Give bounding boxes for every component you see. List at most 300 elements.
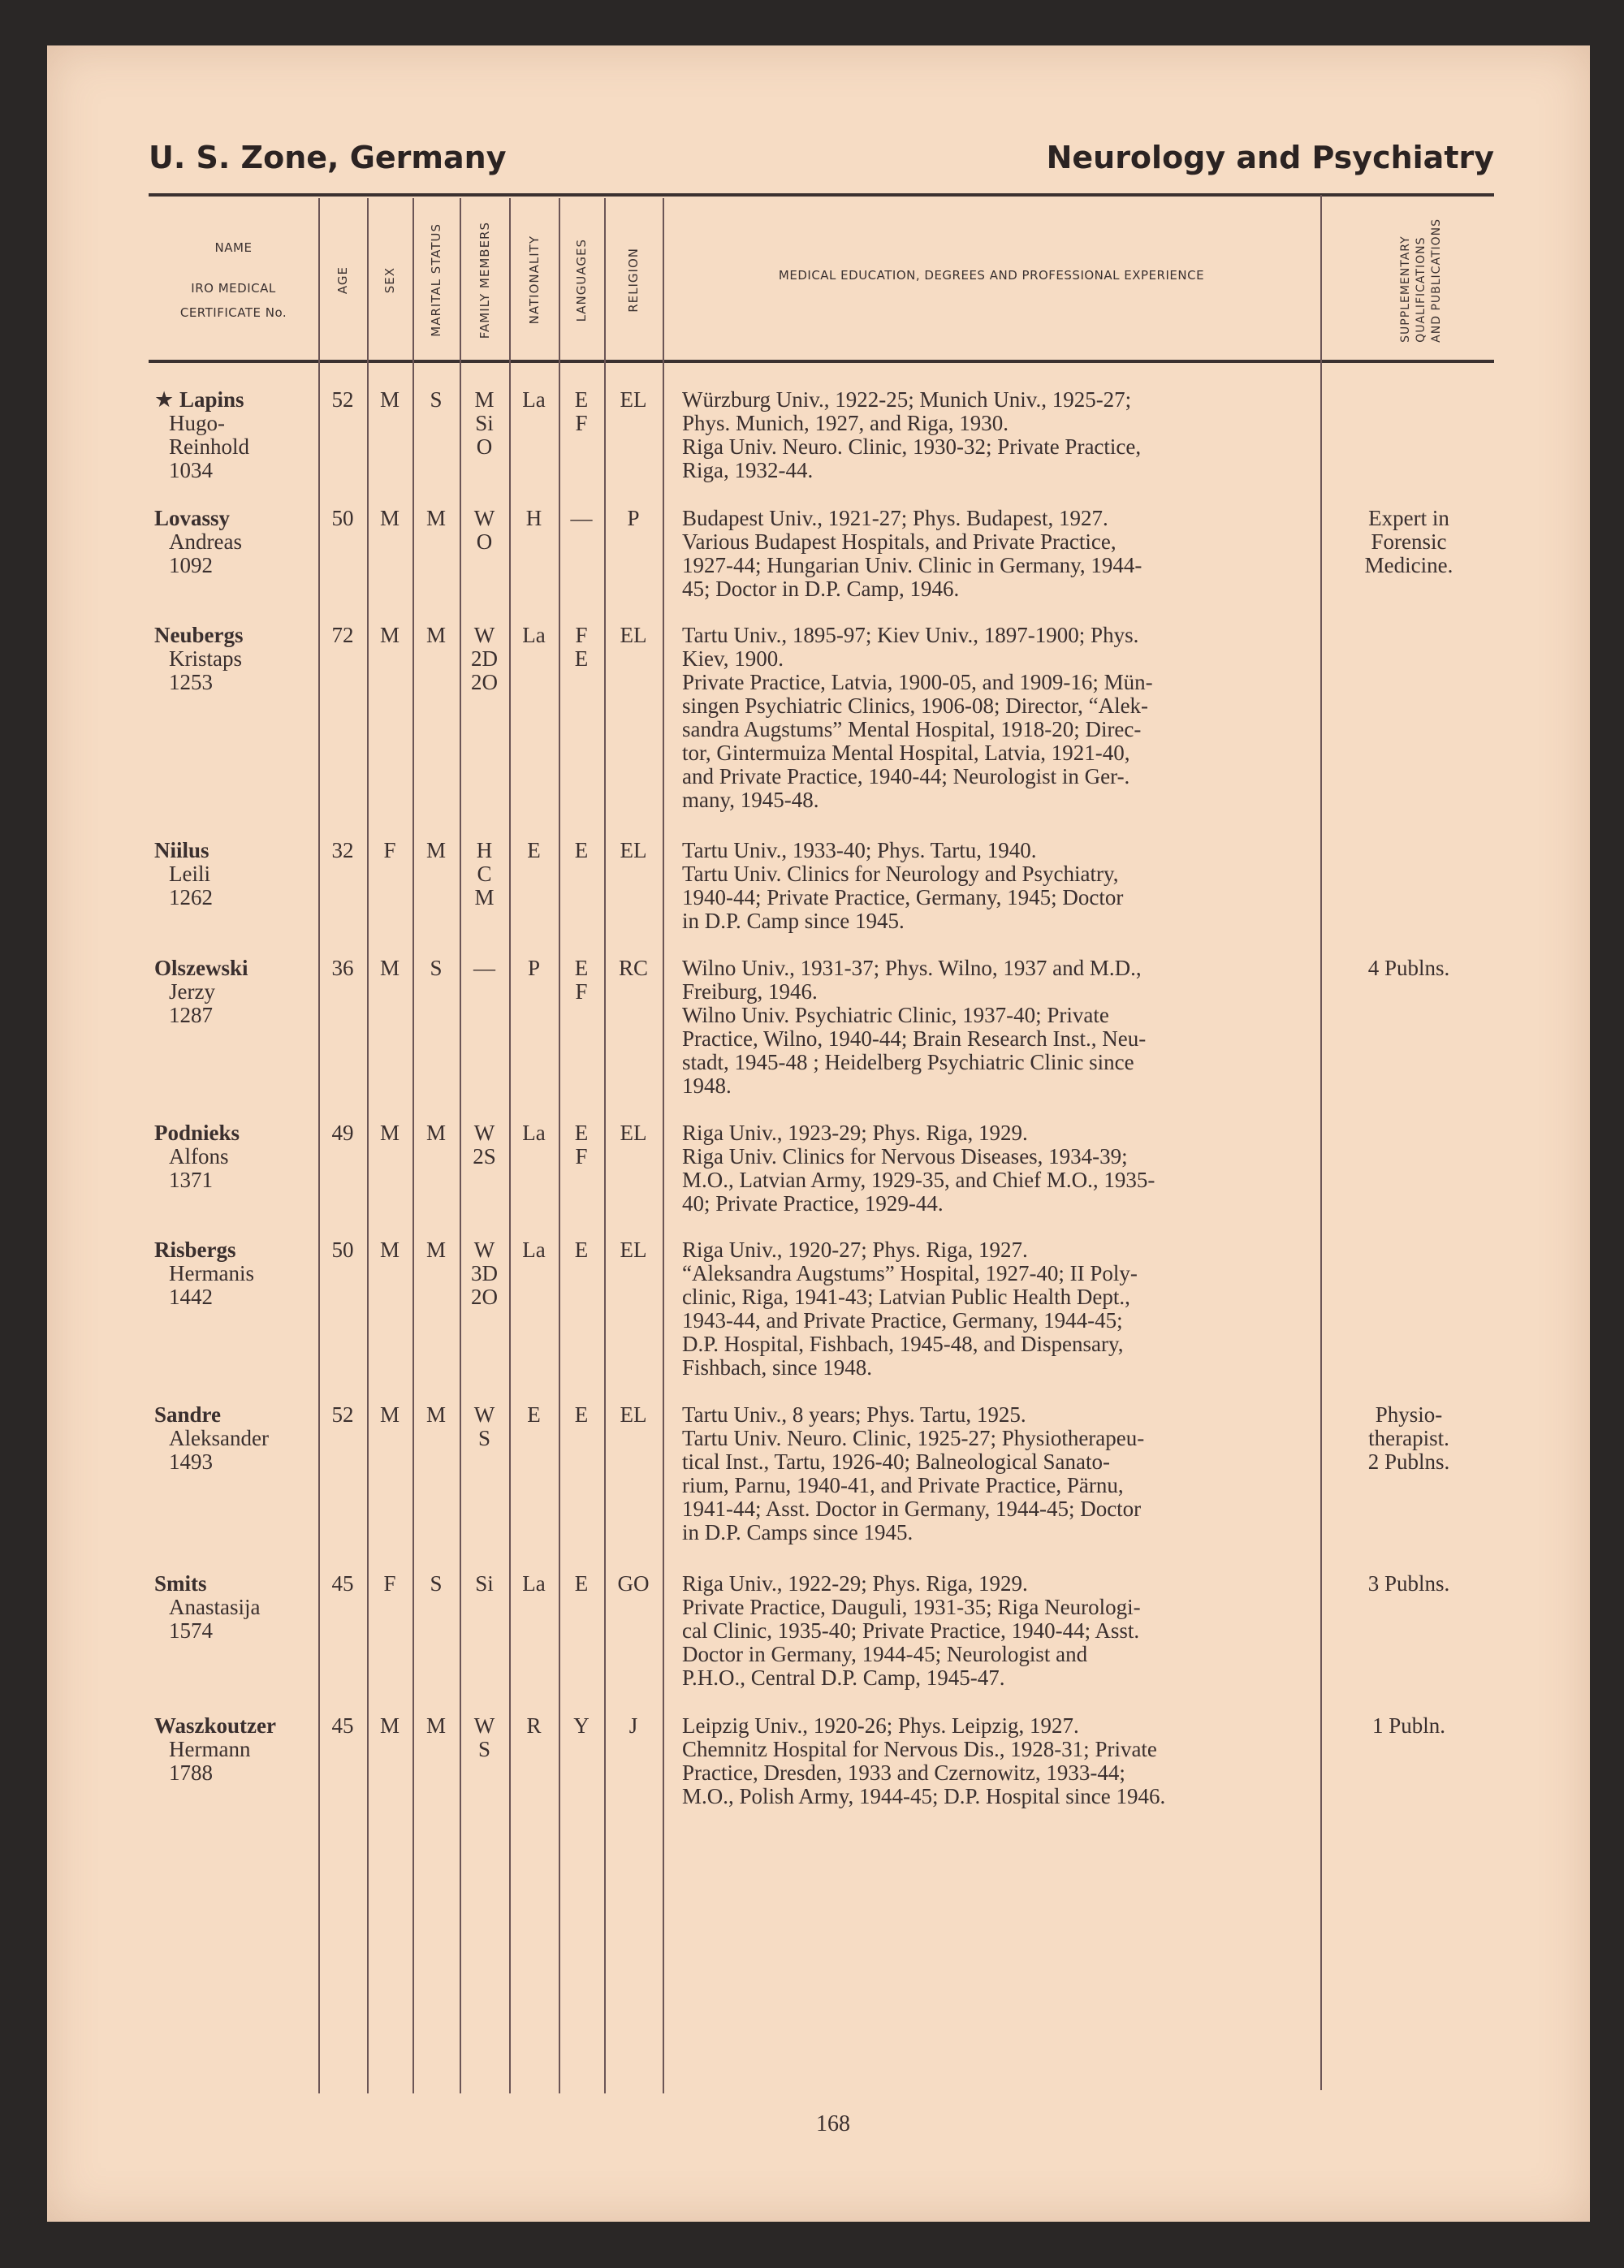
name-cell — [154, 839, 317, 909]
supplementary-cell — [1332, 507, 1486, 577]
sex-cell — [367, 507, 412, 530]
header-line: CERTIFICATE No. — [179, 305, 287, 320]
age-value: 50 — [331, 506, 354, 530]
education-line: rium, Parnu, 1940-41, and Private Practice, Pärnu, — [682, 1473, 1124, 1497]
languages-value: F — [575, 411, 588, 435]
marital-value: M — [425, 1402, 446, 1427]
languages-value: E — [574, 956, 589, 980]
family-cell — [460, 1121, 509, 1169]
nationality-value: H — [525, 506, 542, 530]
certificate-number: 1493 — [169, 1449, 213, 1474]
marital-cell — [412, 1238, 460, 1262]
languages-value: E — [574, 1238, 589, 1262]
languages-cell — [559, 1714, 604, 1738]
header-label: NATIONALITY — [526, 235, 542, 325]
education-line: Würzburg Univ., 1922-25; Munich Univ., 1925-27; — [682, 387, 1132, 412]
column-header-supplementary — [1372, 203, 1470, 357]
sex-value: M — [379, 956, 400, 980]
nationality-cell — [509, 1403, 559, 1427]
certificate-number: 1371 — [169, 1168, 213, 1192]
top-rule — [149, 193, 1494, 197]
surname: Lovassy — [154, 506, 231, 530]
name-cell — [154, 1714, 317, 1785]
age-value: 52 — [331, 387, 354, 412]
surname: Risbergs — [154, 1238, 236, 1262]
education-line: singen Psychiatric Clinics, 1906-08; Director, “Alek- — [682, 693, 1149, 718]
nationality-cell — [509, 957, 559, 980]
column-header-religion — [604, 203, 663, 357]
education-line: Freiburg, 1946. — [682, 979, 818, 1004]
header-line: IRO MEDICAL — [191, 281, 276, 296]
given-name: Leili — [169, 862, 210, 886]
languages-cell — [559, 957, 604, 1004]
family-cell — [460, 624, 509, 694]
languages-cell — [559, 1121, 604, 1169]
age-value: 49 — [331, 1121, 354, 1145]
header-line: QUALIFICATIONS — [1414, 236, 1427, 343]
sex-cell — [367, 1121, 412, 1145]
marital-value: M — [425, 1238, 446, 1262]
family-value: 3D — [471, 1261, 498, 1285]
column-divider — [318, 198, 320, 2093]
family-value: S — [477, 1737, 491, 1761]
education-line: Practice, Wilno, 1940-44; Brain Research Inst., Neu- — [682, 1026, 1147, 1051]
surname-line — [154, 957, 317, 980]
supplementary-line: 1 Publn. — [1371, 1713, 1446, 1738]
education-line: Various Budapest Hospitals, and Private Practice, — [682, 529, 1116, 554]
age-value: 45 — [331, 1571, 354, 1596]
marital-cell — [412, 957, 460, 980]
age-value: 32 — [331, 838, 354, 862]
nationality-cell — [509, 507, 559, 530]
age-value: 36 — [331, 956, 354, 980]
certificate-number: 1287 — [169, 1003, 213, 1027]
education-line: 1927-44; Hungarian Univ. Clinic in Germany, 1944- — [682, 553, 1142, 577]
education-line: cal Clinic, 1935-40; Private Practice, 1940-44; Asst. — [682, 1618, 1140, 1643]
name-cell — [154, 1121, 317, 1192]
languages-cell — [559, 624, 604, 671]
sex-cell — [367, 1572, 412, 1596]
languages-value: E — [574, 1571, 589, 1596]
family-value: O — [476, 434, 493, 459]
surname: Waszkoutzer — [154, 1713, 276, 1738]
education-cell — [682, 388, 1315, 482]
age-value: 72 — [331, 623, 354, 647]
supplementary-line: Physio- — [1375, 1402, 1443, 1427]
certificate-number: 1788 — [169, 1760, 213, 1785]
header-label: MARITAL STATUS — [429, 223, 443, 337]
running-header-left: U. S. Zone, Germany — [149, 140, 507, 175]
religion-value: EL — [620, 623, 647, 647]
family-value: C — [477, 862, 492, 886]
education-line: Tartu Univ., 1895-97; Kiev Univ., 1897-1900; Phys. — [682, 623, 1139, 647]
sex-cell — [367, 1238, 412, 1262]
education-line: Riga Univ. Clinics for Nervous Diseases, 1934-39; — [682, 1144, 1128, 1169]
surname-line — [154, 839, 317, 862]
given-name: Jerzy — [169, 979, 215, 1004]
religion-cell — [604, 624, 663, 647]
marital-value: M — [425, 1713, 446, 1738]
family-value: M — [474, 387, 495, 412]
surname-line — [154, 388, 317, 412]
education-line: Riga Univ. Neuro. Clinic, 1930-32; Private Practice, — [682, 434, 1142, 459]
age-cell — [318, 1238, 367, 1262]
nationality-value: E — [527, 838, 541, 862]
marital-cell — [412, 839, 460, 862]
marital-value: M — [425, 506, 446, 530]
surname: Lapins — [179, 387, 244, 412]
name-cell — [154, 388, 317, 482]
supplementary-line: Forensic — [1371, 529, 1447, 554]
family-value: O — [476, 529, 493, 554]
education-line: 1941-44; Asst. Doctor in Germany, 1944-45; Doctor — [682, 1497, 1142, 1521]
supplementary-cell — [1332, 1714, 1486, 1738]
certificate-number: 1574 — [169, 1618, 213, 1643]
education-cell — [682, 1238, 1315, 1380]
surname-line — [154, 1572, 317, 1596]
sex-cell — [367, 839, 412, 862]
nationality-cell — [509, 1714, 559, 1738]
family-cell — [460, 1403, 509, 1450]
certificate-number: 1034 — [169, 458, 213, 482]
column-header-family-members — [460, 203, 509, 357]
family-value: 2S — [473, 1144, 496, 1169]
languages-value: Y — [573, 1713, 590, 1738]
supplementary-line: therapist. — [1368, 1426, 1449, 1450]
education-line: D.P. Hospital, Fishbach, 1945-48, and Dispensary, — [682, 1332, 1124, 1356]
education-line: Riga Univ., 1923-29; Phys. Riga, 1929. — [682, 1121, 1028, 1145]
education-line: Chemnitz Hospital for Nervous Dis., 1928-31; Private — [682, 1737, 1157, 1761]
languages-value: — — [570, 506, 593, 530]
column-divider — [663, 198, 664, 2093]
given-name: Reinhold — [169, 434, 249, 459]
education-line: Private Practice, Dauguli, 1931-35; Riga Neurologi- — [682, 1595, 1141, 1619]
education-line: sandra Augstums” Mental Hospital, 1918-20; Direc- — [682, 717, 1142, 741]
education-line: Private Practice, Latvia, 1900-05, and 1909-16; Mün- — [682, 670, 1153, 694]
age-cell — [318, 1714, 367, 1738]
column-header-age — [318, 203, 367, 357]
education-line: 1940-44; Private Practice, Germany, 1945; Doctor — [682, 885, 1124, 909]
religion-value: RC — [618, 956, 649, 980]
education-cell — [682, 1572, 1315, 1690]
column-header-name — [149, 235, 318, 325]
education-line: 45; Doctor in D.P. Camp, 1946. — [682, 577, 960, 601]
education-line: in D.P. Camps since 1945. — [682, 1520, 914, 1544]
sex-value: M — [379, 1121, 400, 1145]
family-value: 2D — [471, 646, 498, 671]
education-line: “Aleksandra Augstums” Hospital, 1927-40; II Poly- — [682, 1261, 1138, 1285]
sex-value: M — [379, 1713, 400, 1738]
languages-value: F — [575, 623, 588, 647]
religion-cell — [604, 1572, 663, 1596]
family-value: S — [477, 1426, 491, 1450]
surname-line — [154, 624, 317, 647]
column-header-marital-status — [412, 203, 460, 357]
family-value: W — [473, 623, 495, 647]
languages-value: E — [574, 387, 589, 412]
family-cell — [460, 507, 509, 554]
religion-cell — [604, 388, 663, 412]
marital-value: S — [430, 387, 443, 412]
family-cell — [460, 1238, 509, 1309]
given-name: Kristaps — [169, 646, 242, 671]
running-header-right: Neurology and Psychiatry — [1046, 140, 1494, 175]
given-name: Alfons — [169, 1144, 229, 1169]
star-icon: ★ — [154, 387, 179, 412]
column-header-languages — [559, 203, 604, 357]
column-divider — [509, 198, 511, 2093]
religion-cell — [604, 507, 663, 530]
supplementary-line: Medicine. — [1364, 553, 1453, 577]
languages-value: F — [575, 979, 588, 1004]
header-label: LANGUAGES — [574, 238, 589, 322]
sex-value: F — [383, 838, 396, 862]
surname-line — [154, 1714, 317, 1738]
given-name: Hermanis — [169, 1261, 254, 1285]
surname: Olszewski — [154, 956, 248, 980]
education-line: Kiev, 1900. — [682, 646, 784, 671]
age-cell — [318, 388, 367, 412]
nationality-value: La — [522, 387, 546, 412]
age-cell — [318, 1403, 367, 1427]
religion-value: GO — [617, 1571, 650, 1596]
education-line: stadt, 1945-48 ; Heidelberg Psychiatric Clinic since — [682, 1050, 1134, 1074]
sex-value: M — [379, 1402, 400, 1427]
education-cell — [682, 1403, 1315, 1544]
header-label: AGE — [335, 266, 350, 295]
education-line: tor, Gintermuiza Mental Hospital, Latvia, 1921-40, — [682, 741, 1130, 765]
religion-value: P — [627, 506, 640, 530]
age-cell — [318, 839, 367, 862]
sex-cell — [367, 1714, 412, 1738]
education-line: 1943-44, and Private Practice, Germany, 1944-45; — [682, 1308, 1123, 1333]
education-cell — [682, 1714, 1315, 1808]
given-name: Hugo- — [169, 411, 225, 435]
header-line: AND PUBLICATIONS — [1429, 218, 1443, 343]
sex-cell — [367, 957, 412, 980]
nationality-cell — [509, 1238, 559, 1262]
nationality-value: La — [522, 623, 546, 647]
header-line: NAME — [214, 240, 253, 255]
age-value: 52 — [331, 1402, 354, 1427]
education-line: clinic, Riga, 1941-43; Latvian Public Health Dept., — [682, 1285, 1130, 1309]
header-label: RELIGION — [626, 248, 641, 313]
nationality-value: P — [527, 956, 541, 980]
name-cell — [154, 1403, 317, 1474]
surname: Podnieks — [154, 1121, 240, 1145]
education-line: Wilno Univ., 1931-37; Phys. Wilno, 1937 and M.D., — [682, 956, 1142, 980]
nationality-value: La — [522, 1571, 546, 1596]
supplementary-line: 2 Publns. — [1367, 1449, 1450, 1474]
marital-value: M — [425, 1121, 446, 1145]
family-value: W — [473, 1402, 495, 1427]
religion-cell — [604, 839, 663, 862]
certificate-number: 1253 — [169, 670, 213, 694]
sex-cell — [367, 1403, 412, 1427]
religion-value: EL — [620, 838, 647, 862]
family-value: W — [473, 1713, 495, 1738]
sex-cell — [367, 388, 412, 412]
education-line: Tartu Univ. Clinics for Neurology and Psychiatry, — [682, 862, 1119, 886]
family-value: W — [473, 1121, 495, 1145]
education-cell — [682, 1121, 1315, 1216]
marital-cell — [412, 1403, 460, 1427]
sex-cell — [367, 624, 412, 647]
supplementary-line: Expert in — [1368, 506, 1449, 530]
education-line: Riga, 1932-44. — [682, 458, 814, 482]
nationality-value: R — [526, 1713, 542, 1738]
age-value: 50 — [331, 1238, 354, 1262]
supplementary-cell — [1332, 1403, 1486, 1474]
age-cell — [318, 624, 367, 647]
supplementary-cell — [1332, 957, 1486, 980]
nationality-value: La — [522, 1238, 546, 1262]
age-cell — [318, 1572, 367, 1596]
religion-value: EL — [620, 1402, 647, 1427]
languages-value: E — [574, 1121, 589, 1145]
family-value: 2O — [471, 670, 498, 694]
sex-value: M — [379, 1238, 400, 1262]
surname-line — [154, 507, 317, 530]
family-value: H — [476, 838, 493, 862]
religion-value: EL — [620, 1121, 647, 1145]
nationality-value: E — [527, 1402, 541, 1427]
family-cell — [460, 1714, 509, 1761]
certificate-number: 1262 — [169, 885, 213, 909]
page-number: 168 — [816, 2111, 850, 2136]
religion-cell — [604, 1714, 663, 1738]
sex-value: M — [379, 623, 400, 647]
education-cell — [682, 839, 1315, 933]
marital-cell — [412, 624, 460, 647]
name-cell — [154, 1572, 317, 1643]
education-line: Phys. Munich, 1927, and Riga, 1930. — [682, 411, 1009, 435]
marital-cell — [412, 1572, 460, 1596]
age-cell — [318, 1121, 367, 1145]
column-divider — [367, 198, 369, 2093]
education-line: Wilno Univ. Psychiatric Clinic, 1937-40; Private — [682, 1003, 1109, 1027]
given-name: Andreas — [169, 529, 242, 554]
family-value: W — [473, 506, 495, 530]
education-line: and Private Practice, 1940-44; Neurologist in Ger-. — [682, 764, 1130, 788]
certificate-number: 1442 — [169, 1285, 213, 1309]
family-cell — [460, 1572, 509, 1596]
education-line: Fishbach, since 1948. — [682, 1355, 872, 1380]
header-bottom-rule — [149, 360, 1494, 363]
education-line: Tartu Univ., 1933-40; Phys. Tartu, 1940. — [682, 838, 1037, 862]
age-cell — [318, 507, 367, 530]
column-header-nationality — [509, 203, 559, 357]
family-cell — [460, 957, 509, 980]
education-cell — [682, 507, 1315, 601]
age-cell — [318, 957, 367, 980]
languages-value: E — [574, 1402, 589, 1427]
name-cell — [154, 507, 317, 577]
sex-value: F — [383, 1571, 396, 1596]
religion-cell — [604, 957, 663, 980]
family-cell — [460, 839, 509, 909]
surname: Niilus — [154, 838, 209, 862]
education-line: tical Inst., Tartu, 1926-40; Balneological Sanato- — [682, 1449, 1110, 1474]
education-line: 1948. — [682, 1074, 732, 1098]
sex-value: M — [379, 387, 400, 412]
surname: Smits — [154, 1571, 207, 1596]
nationality-cell — [509, 1121, 559, 1145]
languages-cell — [559, 388, 604, 435]
marital-value: M — [425, 838, 446, 862]
education-line: Tartu Univ. Neuro. Clinic, 1925-27; Physiotherapeu- — [682, 1426, 1145, 1450]
nationality-cell — [509, 624, 559, 647]
family-value: Si — [475, 411, 494, 435]
marital-value: S — [430, 1571, 443, 1596]
family-value: — — [473, 956, 495, 980]
education-line: P.H.O., Central D.P. Camp, 1945-47. — [682, 1665, 1005, 1690]
surname: Sandre — [154, 1402, 222, 1427]
education-cell — [682, 624, 1315, 812]
marital-value: S — [430, 956, 443, 980]
education-line: Leipzig Univ., 1920-26; Phys. Leipzig, 1927. — [682, 1713, 1079, 1738]
supplementary-line: 4 Publns. — [1367, 956, 1450, 980]
languages-value: E — [574, 646, 589, 671]
religion-value: EL — [620, 387, 647, 412]
surname-line — [154, 1238, 317, 1262]
languages-cell — [559, 839, 604, 862]
nationality-cell — [509, 388, 559, 412]
given-name: Hermann — [169, 1737, 251, 1761]
religion-value: J — [628, 1713, 638, 1738]
languages-cell — [559, 507, 604, 530]
surname: Neubergs — [154, 623, 244, 647]
languages-cell — [559, 1572, 604, 1596]
supplementary-line: 3 Publns. — [1367, 1571, 1450, 1596]
marital-cell — [412, 1121, 460, 1145]
education-line: M.O., Latvian Army, 1929-35, and Chief M.O., 1935- — [682, 1168, 1155, 1192]
name-cell — [154, 624, 317, 694]
education-line: Riga Univ., 1920-27; Phys. Riga, 1927. — [682, 1238, 1028, 1262]
family-value: W — [473, 1238, 495, 1262]
age-value: 45 — [331, 1713, 354, 1738]
education-line: Practice, Dresden, 1933 and Czernowitz, 1933-44; — [682, 1760, 1125, 1785]
languages-value: E — [574, 838, 589, 862]
education-line: in D.P. Camp since 1945. — [682, 909, 905, 933]
surname-line — [154, 1403, 317, 1427]
education-line: 40; Private Practice, 1929-44. — [682, 1191, 944, 1216]
religion-cell — [604, 1238, 663, 1262]
nationality-cell — [509, 1572, 559, 1596]
supplementary-cell — [1332, 1572, 1486, 1596]
column-divider — [604, 198, 606, 2093]
religion-value: EL — [620, 1238, 647, 1262]
marital-cell — [412, 388, 460, 412]
education-line: Doctor in Germany, 1944-45; Neurologist and — [682, 1642, 1088, 1666]
certificate-number: 1092 — [169, 553, 213, 577]
family-value: M — [474, 885, 495, 909]
religion-cell — [604, 1403, 663, 1427]
surname-line — [154, 1121, 317, 1145]
name-cell — [154, 1238, 317, 1309]
given-name: Aleksander — [169, 1426, 269, 1450]
family-value: 2O — [471, 1285, 498, 1309]
column-header-sex — [367, 203, 412, 357]
family-value: Si — [475, 1571, 494, 1596]
marital-value: M — [425, 623, 446, 647]
header-label: SEX — [382, 266, 397, 294]
education-line: M.O., Polish Army, 1944-45; D.P. Hospital since 1946. — [682, 1784, 1166, 1808]
education-line: Budapest Univ., 1921-27; Phys. Budapest, 1927. — [682, 506, 1108, 530]
nationality-cell — [509, 839, 559, 862]
languages-cell — [559, 1403, 604, 1427]
family-cell — [460, 388, 509, 459]
